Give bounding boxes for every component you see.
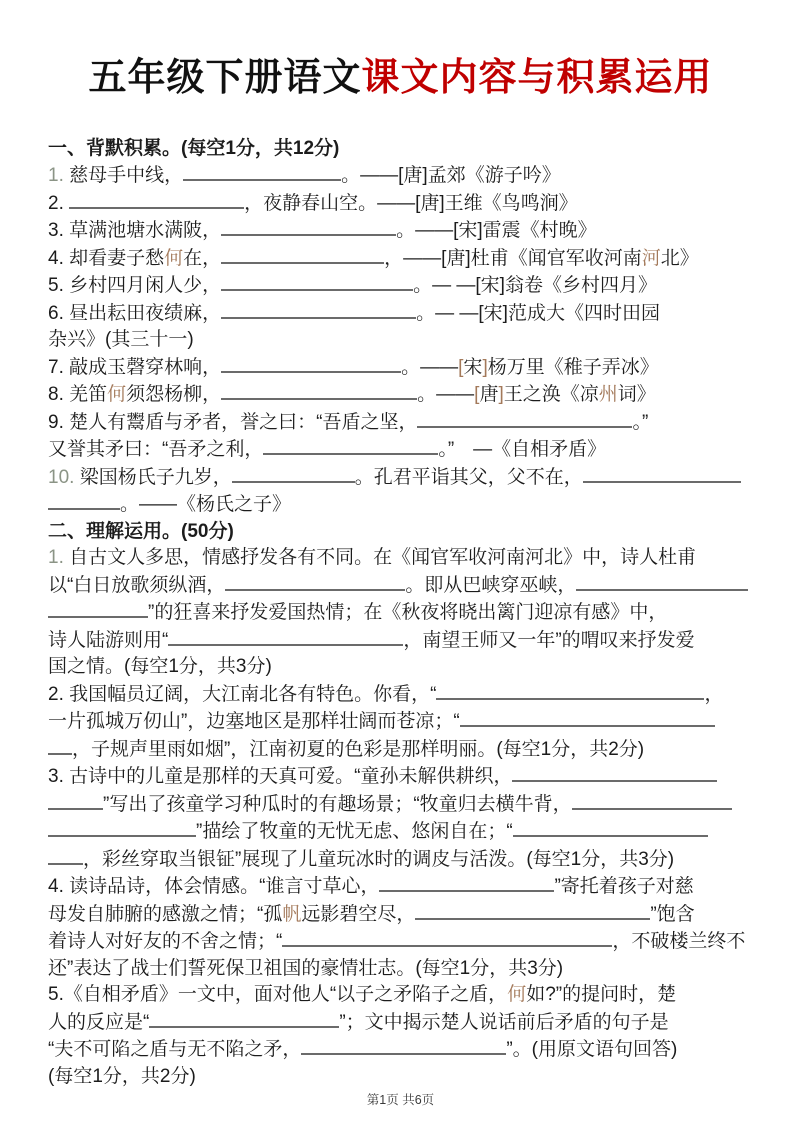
question-text: 2. — [48, 192, 70, 214]
question — [48, 190, 753, 218]
answer-blank — [69, 190, 244, 209]
question-text: ，南望王师又一年”的喟叹来抒发爱 — [403, 629, 695, 651]
section-1-question-list — [48, 162, 753, 519]
question-text: (每空1分，共2分) — [48, 1065, 196, 1087]
question-text: 北》 — [660, 247, 699, 269]
question-text: 人的反应是“ — [48, 1011, 150, 1033]
question — [48, 381, 753, 409]
highlighted-text: ] — [498, 384, 504, 406]
question — [48, 681, 753, 764]
question-text: 以“白日放歌须纵酒， — [48, 574, 226, 596]
answer-blank — [48, 736, 72, 755]
question-text: ，子规声里雨如烟”，江南初夏的色彩是那样明丽。(每空1分，共2分) — [72, 738, 645, 760]
answer-blank — [48, 599, 148, 618]
question-text: 。——[宋]雷震《村晚》 — [396, 220, 597, 242]
question-text: ”饱含 — [650, 903, 695, 925]
highlighted-text: 何 — [507, 984, 527, 1006]
question-text: ”的狂喜来抒发爱国热情；在《秋夜将晓出篱门迎凉有感》中， — [148, 602, 668, 624]
question-text: 5. 乡村四月闲人少， — [48, 275, 222, 297]
question-text: 。” — [632, 411, 649, 433]
question-text: 还”表达了战士们誓死保卫祖国的豪情壮志。(每空1分，共3分) — [48, 957, 564, 979]
highlighted-text: 10. — [48, 466, 75, 488]
answer-blank — [48, 491, 120, 510]
answer-blank — [221, 217, 396, 236]
highlighted-text: 帆 — [282, 903, 302, 925]
question-text: 。— —[宋]范成大《四时田园 — [416, 302, 660, 324]
highlighted-text: [ — [458, 356, 464, 378]
question-text: 诗人陆游则用“ — [48, 629, 169, 651]
question-text: 杨万里《稚子弄冰》 — [487, 356, 659, 378]
question-text: 。” —《自相矛盾》 — [438, 439, 607, 461]
question — [48, 982, 753, 1090]
answer-blank — [183, 162, 341, 181]
answer-blank — [263, 436, 438, 455]
question-text: 。——[唐]孟郊《游子吟》 — [341, 165, 561, 187]
question-text: ，彩丝穿取当银钲”展现了儿童玩冰时的调皮与活泼。(每空1分，共3分) — [83, 848, 675, 870]
question — [48, 245, 753, 273]
answer-blank — [417, 409, 632, 428]
question-text: 词》 — [617, 384, 656, 406]
highlighted-text: 1. — [48, 165, 64, 187]
section-2-heading: 二、理解运用。(50分) — [48, 520, 234, 542]
question-text: ”；文中揭示楚人说话前后矛盾的句子是 — [339, 1011, 669, 1033]
question-text: 唐 — [479, 384, 499, 406]
answer-blank — [48, 791, 103, 810]
question-text: 慈母手中线， — [63, 165, 184, 187]
question-text: ”写出了孩童学习种瓜时的有趣场景；“牧童归去横牛背， — [103, 793, 572, 815]
answer-blank — [48, 818, 196, 837]
question-text: 自古文人多思，情感抒发各有不同。在《闻官军收河南河北》中，诗人杜甫 — [63, 547, 697, 569]
question-text: 。—— — [401, 356, 459, 378]
answer-blank — [225, 572, 405, 591]
answer-blank — [221, 300, 416, 319]
question-text: ”寄托着孩子对慈 — [554, 876, 694, 898]
question-text: ，——[唐]杜甫《闻官军收河南 — [384, 247, 642, 269]
question-text: 9. 楚人有鬻盾与矛者，誉之曰：“吾盾之坚， — [48, 411, 418, 433]
highlighted-text: ] — [482, 356, 488, 378]
question-text: 母发自肺腑的感激之情；“孤 — [48, 903, 283, 925]
question-text: 4. 却看妻子愁 — [48, 247, 165, 269]
question-text: 杂兴》(其三十一) — [48, 329, 194, 351]
question-text: 一片孤城万仞山”，边塞地区是那样壮阔而苍凉；“ — [48, 711, 460, 733]
question-text: 。即从巴峡穿巫峡， — [405, 574, 577, 596]
page-footer — [48, 1090, 753, 1122]
question — [48, 763, 753, 873]
question — [48, 354, 753, 382]
answer-blank — [221, 245, 384, 264]
answer-blank — [221, 272, 413, 291]
question-text: 国之情。(每空1分，共3分) — [48, 656, 272, 678]
question-text: 8. 羌笛 — [48, 384, 108, 406]
question-text: ，不破楼兰终不 — [612, 931, 746, 953]
question-text: 宋 — [463, 356, 483, 378]
answer-blank — [282, 928, 612, 947]
answer-blank — [583, 464, 741, 483]
answer-blank — [232, 464, 355, 483]
answer-blank — [572, 791, 732, 810]
question — [48, 272, 753, 300]
answer-blank — [221, 381, 417, 400]
page-title — [48, 58, 753, 100]
question — [48, 545, 753, 681]
question-text: ”描绘了牧童的无忧无虑、悠闲自在；“ — [196, 821, 513, 843]
question — [48, 464, 753, 519]
question-text: 4. 读诗品诗，体会情感。“谁言寸草心， — [48, 876, 380, 898]
question-text: 。— —[宋]翁卷《乡村四月》 — [413, 275, 657, 297]
question-text: 远影碧空尽， — [301, 903, 416, 925]
answer-blank — [301, 1036, 506, 1055]
question-text: 3. 草满池塘水满陂， — [48, 220, 222, 242]
answer-blank — [576, 572, 748, 591]
highlighted-text: 何 — [164, 247, 184, 269]
question-text: 。孔君平诣其父，父不在， — [354, 466, 583, 488]
answer-blank — [460, 708, 715, 727]
question-text: 。——《杨氏之子》 — [120, 494, 292, 516]
question-text: 7. 敲成玉磬穿林响， — [48, 356, 222, 378]
question-text: 须怨杨柳， — [126, 384, 222, 406]
question — [48, 162, 753, 190]
highlighted-text: 河 — [641, 247, 661, 269]
answer-blank — [221, 354, 401, 373]
question — [48, 409, 753, 464]
question-text: 在， — [183, 247, 222, 269]
highlighted-text: 何 — [107, 384, 127, 406]
question-text: 梁国杨氏子九岁， — [74, 466, 232, 488]
question-text: 6. 昼出耘田夜绩麻， — [48, 302, 222, 324]
answer-blank — [415, 901, 650, 920]
answer-blank — [512, 763, 717, 782]
highlighted-text: 1. — [48, 547, 64, 569]
question-text: ，夜静春山空。——[唐]王维《鸟鸣涧》 — [244, 192, 578, 214]
page-number: 第1页 共6页 — [366, 1093, 435, 1108]
question-text: 如?”的提问时，楚 — [526, 984, 677, 1006]
title-part-grade: 五年级下册语文 — [88, 57, 362, 99]
question — [48, 217, 753, 245]
question-text: 。—— — [417, 384, 475, 406]
question-text: 5.《自相矛盾》一文中，面对他人“以子之矛陷子之盾， — [48, 984, 508, 1006]
question — [48, 300, 753, 354]
answer-blank — [436, 681, 704, 700]
answer-blank — [379, 873, 554, 892]
question-text: ”。(用原文语句回答) — [506, 1039, 678, 1061]
question-text: ， — [704, 683, 724, 705]
highlighted-text: 州 — [598, 384, 618, 406]
question-text: 着诗人对好友的不舍之情；“ — [48, 931, 283, 953]
section-1-heading: 一、背默积累。(每空1分，共12分) — [48, 137, 340, 159]
title-part-topic: 课文内容与积累运用 — [361, 57, 713, 99]
answer-blank — [513, 818, 708, 837]
question-text: 3. 古诗中的儿童是那样的天真可爱。“童孙未解供耕织， — [48, 766, 513, 788]
worksheet-body — [48, 136, 753, 1091]
answer-blank — [149, 1009, 339, 1028]
question-text: 2. 我国幅员辽阔，大江南北各有特色。你看，“ — [48, 683, 437, 705]
answer-blank — [48, 846, 83, 865]
highlighted-text: [ — [474, 384, 480, 406]
question-text: “夫不可陷之盾与无不陷之矛， — [48, 1039, 302, 1061]
question-text: 又誉其矛曰：“吾矛之利， — [48, 439, 264, 461]
question — [48, 873, 753, 982]
section-2-question-list — [48, 545, 753, 1090]
question-text: 王之涣《凉 — [503, 384, 599, 406]
answer-blank — [168, 627, 403, 646]
